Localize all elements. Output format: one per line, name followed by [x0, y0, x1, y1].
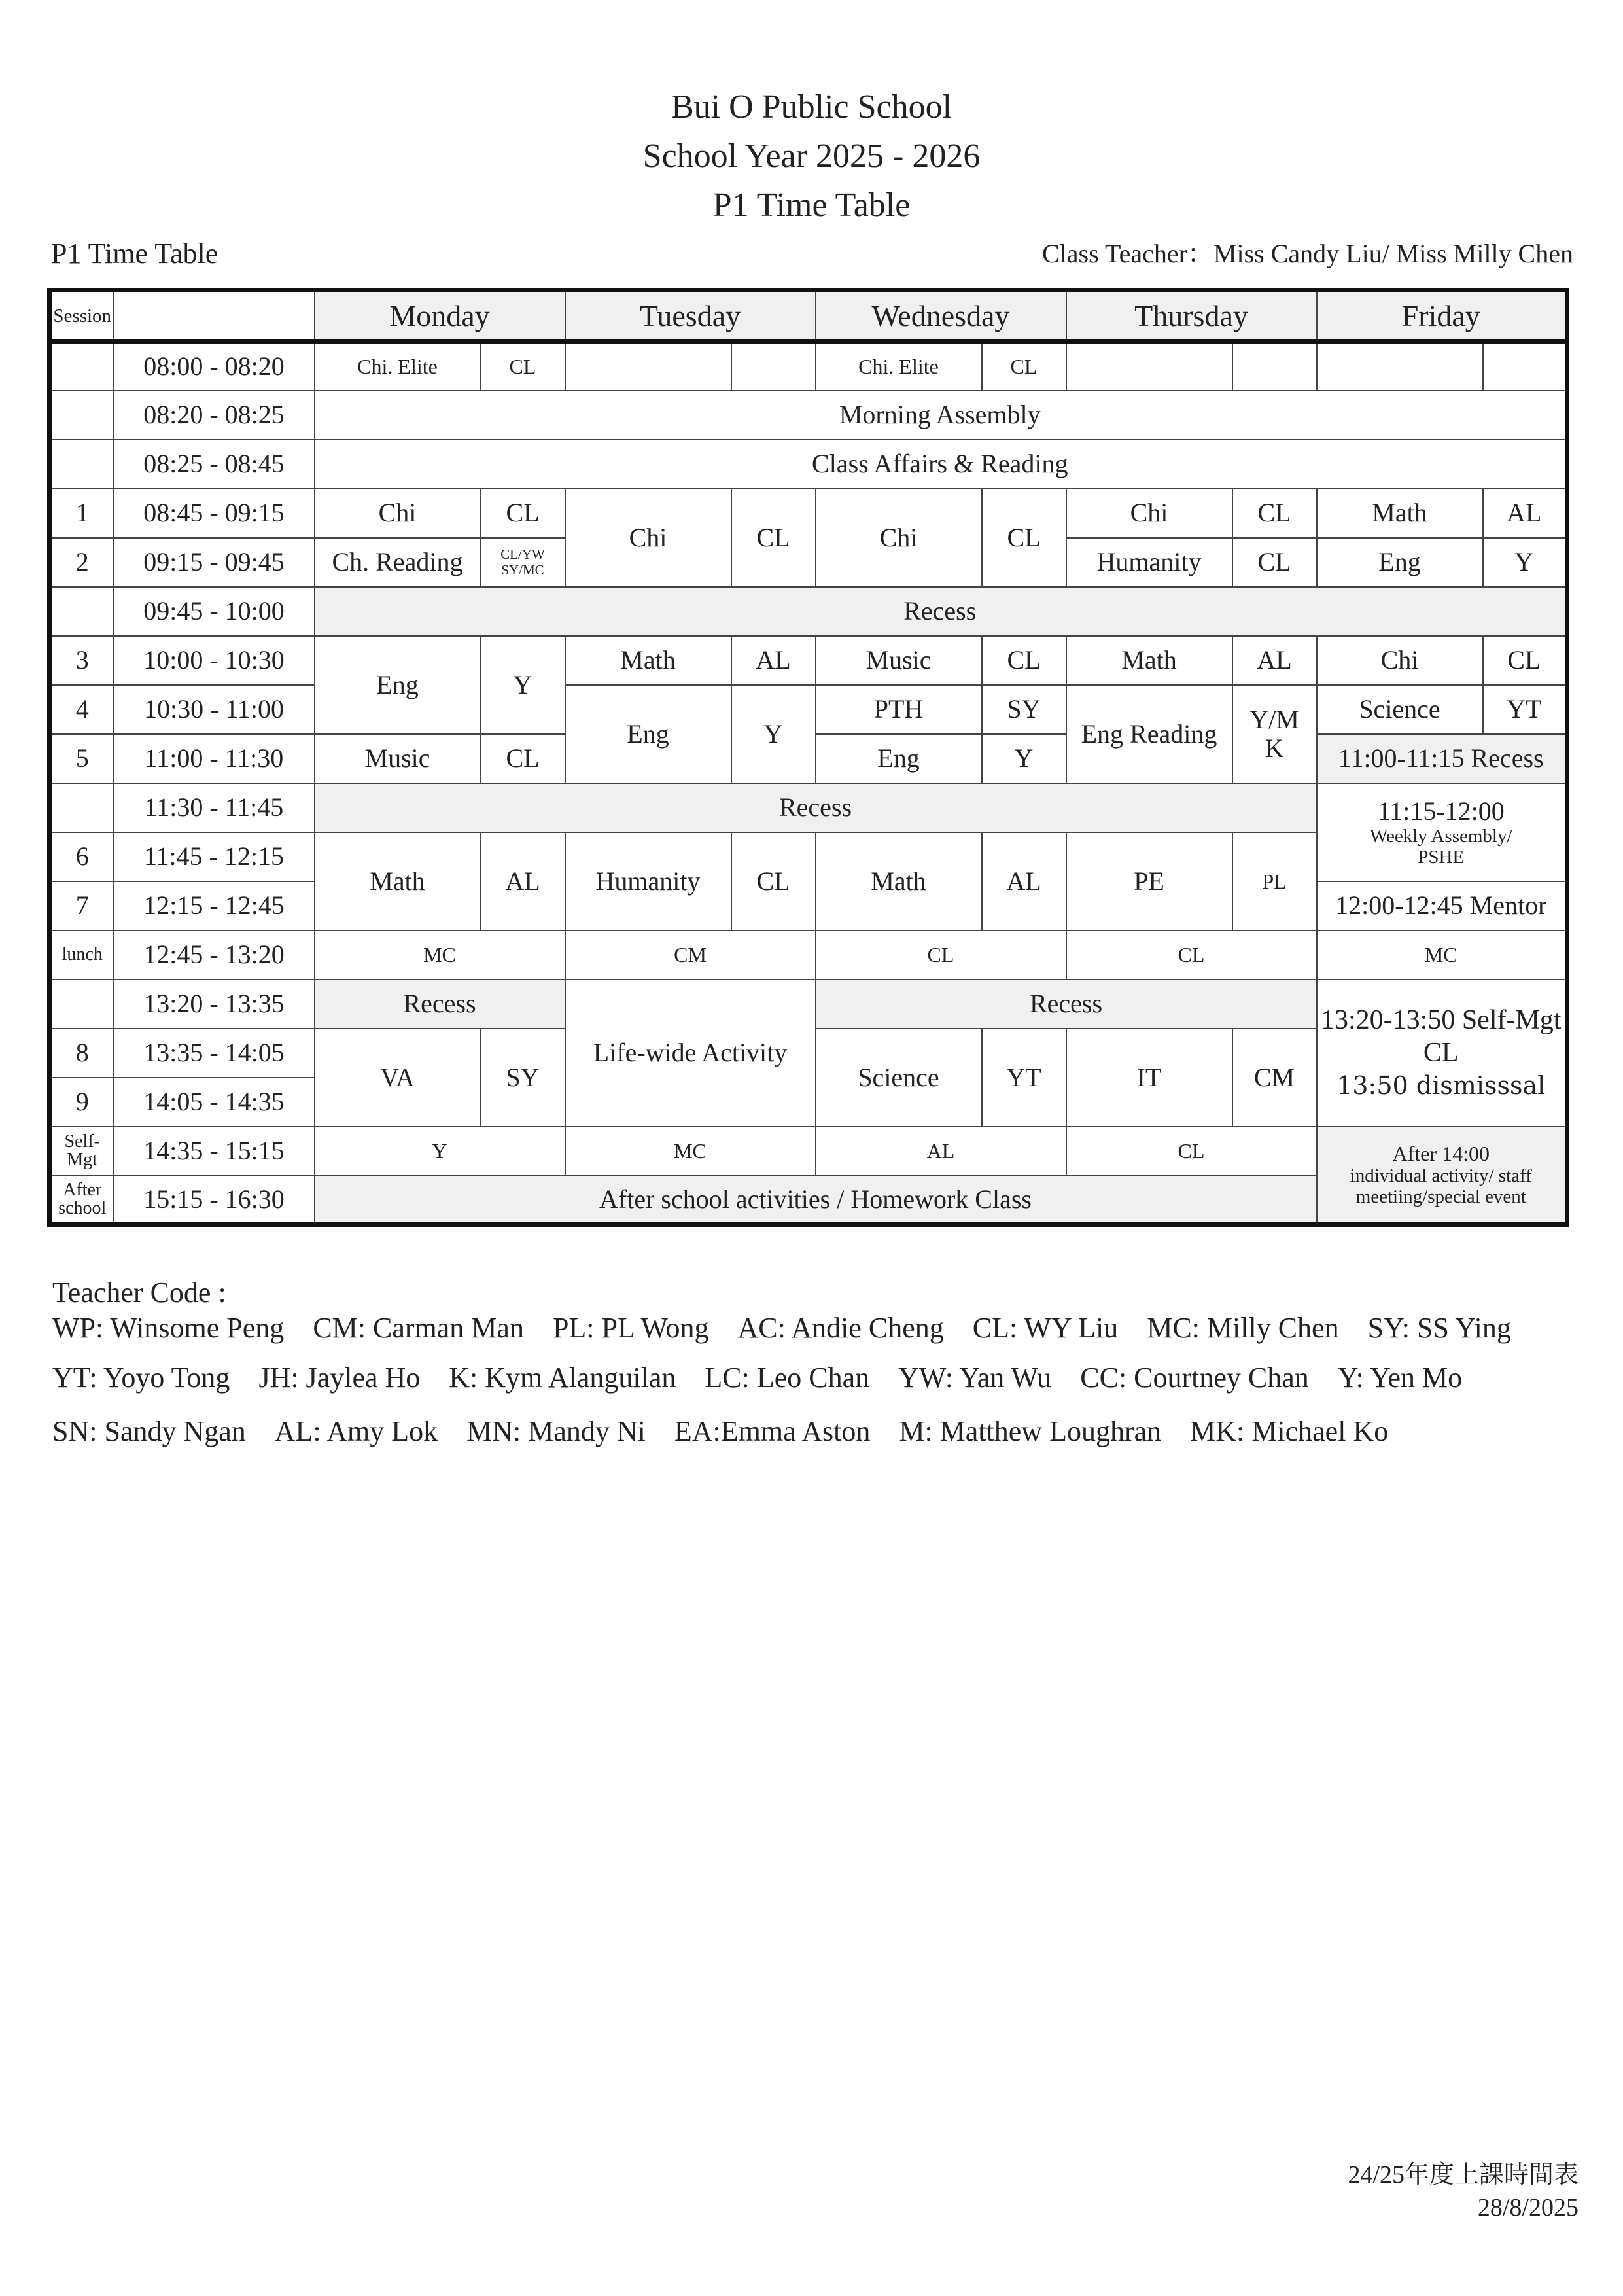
teacher-code-entry: MK: Michael Ko — [1190, 1415, 1389, 1447]
table-row — [50, 489, 1567, 538]
time-cell: 14:05 - 14:35 — [114, 1078, 315, 1127]
recess-cell: Recess — [315, 783, 1317, 832]
teacher-cell: Y — [982, 734, 1066, 783]
table-row — [50, 685, 1567, 734]
teacher-code-entry: JH: Jaylea Ho — [258, 1362, 421, 1394]
session-cell — [50, 440, 114, 489]
friday-recess-cell: 11:00-11:15 Recess — [1317, 734, 1567, 783]
teacher-code-row — [52, 1309, 1540, 1348]
table-row — [50, 783, 1567, 832]
session-cell — [50, 783, 114, 832]
teacher-code-entry: YW: Yan Wu — [898, 1362, 1052, 1394]
day-header-tuesday: Tuesday — [565, 291, 816, 342]
subject-cell: Eng — [315, 636, 481, 734]
teacher-cell: YT — [1483, 685, 1567, 734]
subject-cell: PE — [1066, 832, 1232, 930]
self-mgt-dismissal-cell — [1317, 980, 1567, 1127]
subject-cell: Humanity — [1066, 538, 1232, 587]
time-cell: 08:45 - 09:15 — [114, 489, 315, 538]
subject-cell: IT — [1066, 1029, 1232, 1127]
after-1400-desc: individual activity/ staff — [1350, 1165, 1532, 1187]
teacher-code-entry: AC: Andie Cheng — [737, 1312, 944, 1344]
table-row — [50, 980, 1567, 1029]
teacher-code-entry: LC: Leo Chan — [705, 1362, 870, 1394]
session-cell — [50, 391, 114, 440]
time-cell: 13:20 - 13:35 — [114, 980, 315, 1029]
lunch-cell: MC — [1317, 930, 1567, 980]
time-cell: 11:30 - 11:45 — [114, 783, 315, 832]
day-header-friday: Friday — [1317, 291, 1567, 342]
teacher-cell: PL — [1232, 832, 1317, 930]
time-cell: 10:30 - 11:00 — [114, 685, 315, 734]
weekly-assembly-time: 11:15-12:00 — [1377, 796, 1505, 826]
teacher-cell: SY — [982, 685, 1066, 734]
mentor-cell: 12:00-12:45 Mentor — [1317, 881, 1567, 930]
footer-date: 28/8/2025 — [1477, 2194, 1579, 2221]
table-row — [50, 391, 1567, 440]
self-mgt-teacher: CL — [1423, 1038, 1459, 1068]
table-row — [50, 342, 1567, 391]
class-affairs-cell: Class Affairs & Reading — [315, 440, 1567, 489]
session-cell — [50, 342, 114, 391]
teacher-cell: CL — [731, 489, 816, 587]
session-cell: 9 — [50, 1078, 114, 1127]
teacher-cell: AL — [1232, 636, 1317, 685]
teacher-code: CL/YW — [500, 546, 545, 562]
table-row — [50, 440, 1567, 489]
teacher-code-entry: YT: Yoyo Tong — [52, 1362, 230, 1394]
session-cell: 5 — [50, 734, 114, 783]
document-title: P1 Time Table — [712, 186, 911, 224]
session-cell — [50, 587, 114, 636]
teacher-code-entry: SY: SS Ying — [1367, 1312, 1511, 1344]
subject-cell: Math — [1066, 636, 1232, 685]
subject-cell — [1317, 342, 1483, 391]
day-header-thursday: Thursday — [1066, 291, 1317, 342]
teacher-code: Y/M — [1249, 704, 1299, 734]
weekly-assembly-cell — [1317, 783, 1567, 881]
time-cell: 12:45 - 13:20 — [114, 930, 315, 980]
teacher-code-entry: CM: Carman Man — [313, 1312, 524, 1344]
session-cell: 1 — [50, 489, 114, 538]
session-cell: 7 — [50, 881, 114, 930]
teacher-cell: CL — [1483, 636, 1567, 685]
teacher-cell: CL — [481, 734, 565, 783]
subject-cell: Chi — [565, 489, 731, 587]
time-cell: 11:00 - 11:30 — [114, 734, 315, 783]
self-mgt-cell: CL — [1066, 1127, 1317, 1176]
dismissal-time: 13:50 dismisssal — [1336, 1071, 1546, 1100]
lunch-cell: MC — [315, 930, 565, 980]
school-name: Bui O Public School — [671, 88, 952, 126]
teacher-code-entry: PL: PL Wong — [552, 1312, 709, 1344]
subject-cell: Eng Reading — [1066, 685, 1232, 783]
subject-cell: Math — [565, 636, 731, 685]
weekly-assembly-label: Weekly Assembly/ — [1369, 825, 1512, 847]
self-mgt-cell: Y — [315, 1127, 565, 1176]
session-cell: 4 — [50, 685, 114, 734]
class-teacher: Class Teacher：Miss Candy Liu/ Miss Milly Chen — [1042, 239, 1573, 268]
time-cell: 13:35 - 14:05 — [114, 1029, 315, 1078]
time-cell: 15:15 - 16:30 — [114, 1176, 315, 1225]
session-cell: 6 — [50, 832, 114, 881]
pshe-label: PSHE — [1418, 846, 1465, 868]
teacher-code-entry: M: Matthew Loughran — [899, 1415, 1162, 1447]
teacher-cell: Y — [481, 636, 565, 734]
subject-cell: Eng — [1317, 538, 1483, 587]
teacher-code-entry: CL: WY Liu — [972, 1312, 1119, 1344]
morning-assembly-cell: Morning Assembly — [315, 391, 1567, 440]
teacher-cell — [1232, 685, 1317, 783]
subject-cell: Chi. Elite — [315, 342, 481, 391]
table-row — [50, 1127, 1567, 1176]
subject-cell: VA — [315, 1029, 481, 1127]
teacher-cell: Y — [731, 685, 816, 783]
teacher-code-heading: Teacher Code : — [52, 1277, 226, 1309]
recess-cell: Recess — [315, 587, 1567, 636]
subject-cell: Math — [816, 832, 982, 930]
subject-cell — [565, 342, 731, 391]
after-1400-title: After 14:00 — [1392, 1142, 1490, 1166]
teacher-cell: CM — [1232, 1029, 1317, 1127]
teacher-cell: CL — [1232, 489, 1317, 538]
footer-doc-label: 24/25年度上課時間表 — [1348, 2161, 1579, 2189]
time-cell: 10:00 - 10:30 — [114, 636, 315, 685]
time-cell: 12:15 - 12:45 — [114, 881, 315, 930]
time-cell: 08:25 - 08:45 — [114, 440, 315, 489]
teacher-cell: SY — [481, 1029, 565, 1127]
table-row — [50, 930, 1567, 980]
subject-cell — [1066, 342, 1232, 391]
teacher-cell — [731, 342, 816, 391]
subject-cell: Science — [1317, 685, 1483, 734]
teacher-code-entry: CC: Courtney Chan — [1080, 1362, 1309, 1394]
lunch-cell: CL — [1066, 930, 1317, 980]
teacher-code-row — [52, 1412, 1417, 1451]
subject-cell: Chi — [816, 489, 982, 587]
teacher-code-entry: MN: Mandy Ni — [466, 1415, 646, 1447]
subject-cell: Music — [315, 734, 481, 783]
session-cell: 2 — [50, 538, 114, 587]
teacher-code-row — [52, 1358, 1491, 1398]
teacher-cell: CL — [982, 342, 1066, 391]
teacher-cell — [1232, 342, 1317, 391]
session-cell: 8 — [50, 1029, 114, 1078]
session-cell: Self-Mgt — [50, 1127, 114, 1176]
subject-cell: Chi — [315, 489, 481, 538]
time-cell: 11:45 - 12:15 — [114, 832, 315, 881]
after-school-cell: After school activities / Homework Class — [315, 1176, 1317, 1225]
teacher-cell: AL — [731, 636, 816, 685]
teacher-code: K — [1265, 733, 1284, 763]
teacher-cell: CL — [731, 832, 816, 930]
time-cell: 08:20 - 08:25 — [114, 391, 315, 440]
timetable-label: P1 Time Table — [51, 238, 218, 270]
subject-cell: Eng — [816, 734, 982, 783]
subject-cell: Science — [816, 1029, 982, 1127]
subject-cell: PTH — [816, 685, 982, 734]
life-wide-activity-cell: Life-wide Activity — [565, 980, 816, 1127]
teacher-code-entry: MC: Milly Chen — [1147, 1312, 1339, 1344]
teacher-code-entry: SN: Sandy Ngan — [52, 1415, 246, 1447]
teacher-cell: Y — [1483, 538, 1567, 587]
teacher-cell: CL — [982, 489, 1066, 587]
table-row — [50, 587, 1567, 636]
teacher-cell: CL — [481, 489, 565, 538]
school-year: School Year 2025 - 2026 — [642, 137, 981, 175]
teacher-cell: CL — [481, 342, 565, 391]
session-cell: lunch — [50, 930, 114, 980]
session-cell: 3 — [50, 636, 114, 685]
subject-cell: Eng — [565, 685, 731, 783]
time-header — [114, 291, 315, 342]
teacher-cell — [481, 538, 565, 587]
subject-cell: Music — [816, 636, 982, 685]
subject-cell: Math — [315, 832, 481, 930]
recess-cell: Recess — [816, 980, 1317, 1029]
after-1400-desc: meetiing/special event — [1355, 1186, 1526, 1208]
recess-cell: Recess — [315, 980, 565, 1029]
subject-cell: Humanity — [565, 832, 731, 930]
teacher-cell: CL — [1232, 538, 1317, 587]
time-cell: 08:00 - 08:20 — [114, 342, 315, 391]
teacher-cell — [1483, 342, 1567, 391]
day-header-monday: Monday — [315, 291, 565, 342]
time-cell: 09:45 - 10:00 — [114, 587, 315, 636]
lunch-cell: CL — [816, 930, 1066, 980]
teacher-cell: AL — [982, 832, 1066, 930]
day-header-wednesday: Wednesday — [816, 291, 1066, 342]
self-mgt-cell: AL — [816, 1127, 1066, 1176]
self-mgt-cell: MC — [565, 1127, 816, 1176]
after-1400-cell — [1317, 1127, 1567, 1225]
header-row — [50, 291, 1567, 342]
subject-cell: Math — [1317, 489, 1483, 538]
teacher-code-entry: Y: Yen Mo — [1337, 1362, 1463, 1394]
session-cell: After school — [50, 1176, 114, 1225]
teacher-cell: YT — [982, 1029, 1066, 1127]
time-cell: 09:15 - 09:45 — [114, 538, 315, 587]
session-header: Session — [50, 291, 114, 342]
subject-cell: Ch. Reading — [315, 538, 481, 587]
teacher-code-entry: AL: Amy Lok — [274, 1415, 438, 1447]
lunch-cell: CM — [565, 930, 816, 980]
teacher-cell: AL — [481, 832, 565, 930]
teacher-cell: CL — [982, 636, 1066, 685]
teacher-code-entry: EA:Emma Aston — [674, 1415, 871, 1447]
teacher-cell: AL — [1483, 489, 1567, 538]
time-cell: 14:35 - 15:15 — [114, 1127, 315, 1176]
subject-cell: Chi — [1317, 636, 1483, 685]
teacher-code-entry: K: Kym Alanguilan — [449, 1362, 676, 1394]
teacher-code: SY/MC — [501, 562, 544, 578]
subject-cell: Chi. Elite — [816, 342, 982, 391]
teacher-code-entry: WP: Winsome Peng — [52, 1312, 285, 1344]
table-row — [50, 636, 1567, 685]
self-mgt-time: 13:20-13:50 Self-Mgt — [1321, 1005, 1562, 1035]
subject-cell: Chi — [1066, 489, 1232, 538]
timetable — [47, 288, 1569, 1227]
session-cell — [50, 980, 114, 1029]
